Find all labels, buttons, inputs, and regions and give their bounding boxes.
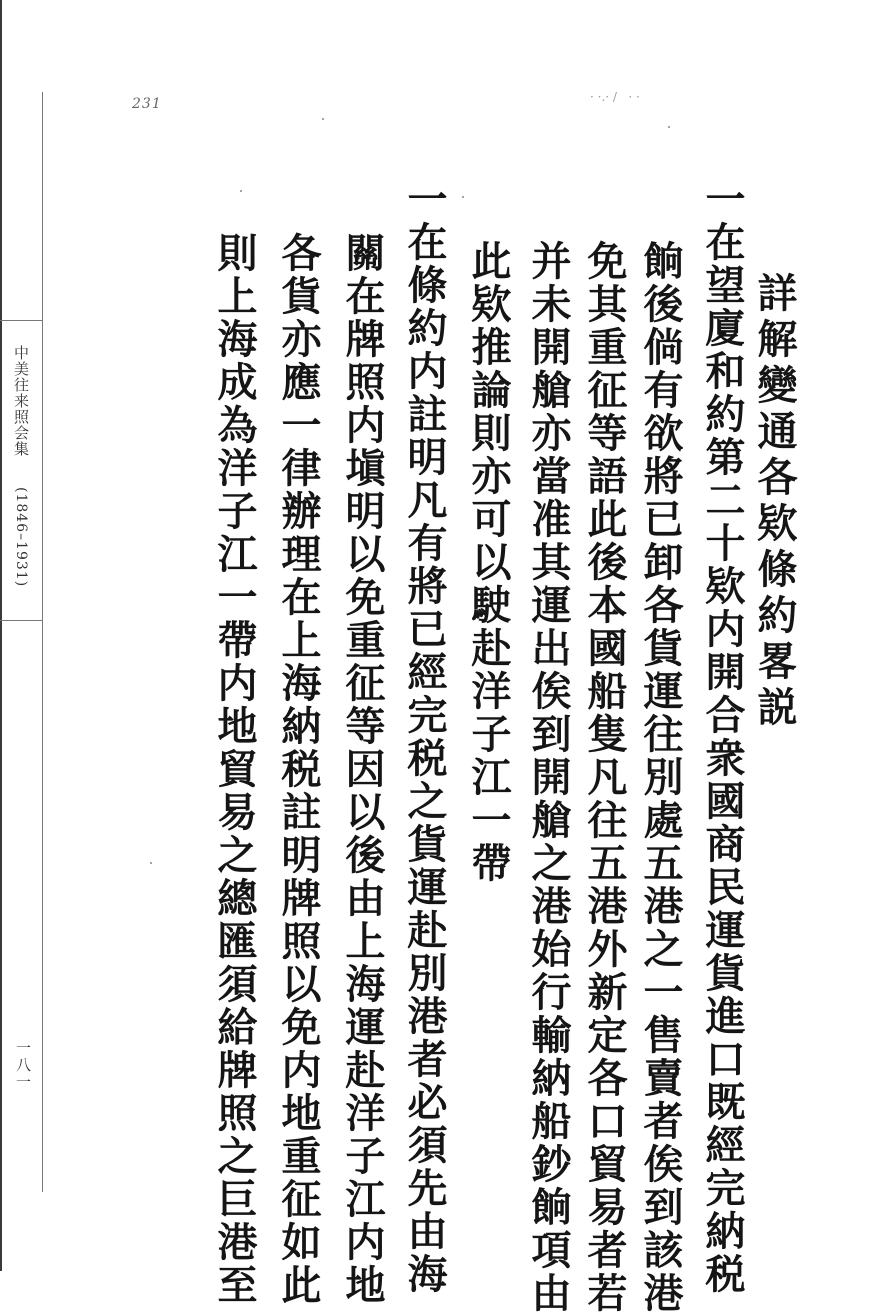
scan-speck [150,862,152,864]
document-heading: 詳解變通各欵條約畧説 [751,272,798,732]
page-edge-line [0,0,2,1271]
text-column-1: 一在望廈和約第二十欵内開合衆國商民運貨進口既經完納税 [699,178,746,1296]
scan-speck [462,196,464,198]
margin-rule [42,92,43,1192]
text-column-6: 一在條約内註明凡有將已經完税之貨運赴別港者必須先由海 [401,178,448,1296]
text-column-2: 餉後倘有欲將已卸各貨運往別處五港之一售賣者俟到該港 [637,240,684,1315]
margin-tab-rule-bottom [0,620,42,621]
text-column-9: 則上海成為洋子江一帶内地貿易之總匯須給牌照之巨港至 [211,232,258,1307]
text-column-4: 并未開艙亦當准其運出俟到開艙之港始行輸納船鈔餉項由 [525,240,572,1315]
scan-speck [668,126,670,128]
margin-tab-rule-top [0,320,42,321]
text-column-8: 各貨亦應一律辦理在上海納税註明牌照以免内地重征如此 [275,232,322,1307]
scan-speck [240,190,242,192]
text-column-3: 免其重征等語此後本國船隻凡往五港外新定各口貿易者若 [581,240,628,1315]
book-title: 中美往来照会集 [12,345,30,457]
scan-speck [322,118,324,120]
text-column-7: 關在牌照内塡明以免重征等因以後由上海運赴洋子江内地 [339,232,386,1307]
scan-marks: · ·.· / · · [590,90,640,104]
page-folio: 一八一 [14,1040,32,1091]
book-years: (1846–1931) [13,487,29,588]
handwritten-page-number: 231 [132,96,162,112]
text-column-5: 此欵推論則亦可以駛赴洋子江一帶 [465,240,512,885]
